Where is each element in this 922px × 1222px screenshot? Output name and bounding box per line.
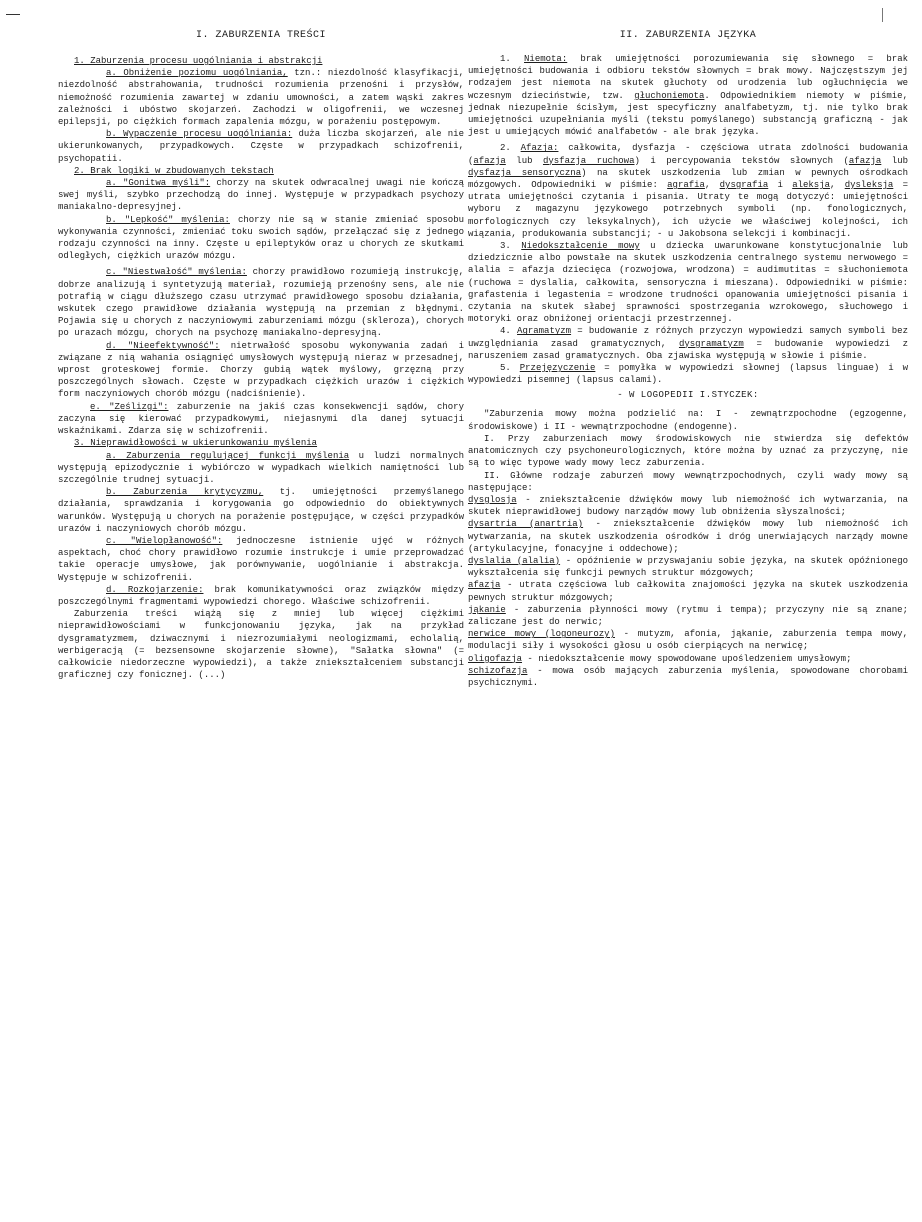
section-2d-text: nietrwałość sposobu wykonywania zadań i związane z nią wahania osiągnięć umysłowych występują nieraz w przesadnej, wprost groteskowej formie. Chorzy gubią wątek myślowy, grzęzną przy poszczególnych słowach. Częste w przypadkach ciężkich urazów i ciężkich form naczyniowych chorób mózgu (nadciśnienie). [58,340,464,400]
section-2e [58,401,464,438]
item-2: 2. Afazja: całkowita, dysfazja - częściowa utrata zdolności budowania (afazja lub dysfazja ruchowa) i percypowania tekstów słownych (afazja lub dysfazja sensoryczna) na skutek uszkodzenia lub zmian w pewnych ośrodkach mózgowych. Odpowiedniki w piśmie: agrafia, dysgrafia i aleksja, dysleksja = utrata umiejętności czytania i pisania. Utraty te mogą dotyczyć: umiejętności wyboru z magazynu językowego potrzebnych symboli (np. fonologicznych, morfologicznych czy leksykalnych), ich użycie we właściwej kolejności, ich wiązania, produkowania substancji; - u Jakobsona selekcji i kombinacji. [468,143,909,239]
left-column [58,30,464,681]
closing-paragraph: Zaburzenia treści wiążą się z mniej lub więcej ciężkimi nieprawidłowościami w funkcjonowaniu języka, jak na przykład dysgramatyzmem, dziwacznymi i niezrozumiałymi neologizmami, echolalią, werbigeracją (= bezsensowne skojarzenie słowne), "Sałatka słowna" (= całkowicie niedorzeczne wypowiedzi), a także zniekształceniem substancji graficznej czy fonicznej. (...) [58,609,464,681]
right-heading: II. ZABURZENIA JĘZYKA [619,30,757,41]
item-4-label: Agramatyzm [517,326,572,337]
section-3c-text: jednoczesne istnienie ujęć w różnych aspektach, choć chory prawidłowo rozumie instrukcje i umie przeprowadzać takie operacje umysłowe, jak porównywanie, uogólnianie i abstrakcja. Występuje w schizofrenii. [58,535,464,583]
term-item: jąkanie - zaburzenia płynności mowy (rytmu i tempa); przyczyny nie są znane; zaliczane jest do nerwic; [468,604,908,627]
section-2b-label: b. "Lepkość" myślenia: [106,214,230,225]
section-2-title: 2. Brak logiki w zbudowanych tekstach [74,165,274,176]
right-column [468,30,908,689]
item-4: 4. Agramatyzm = budowanie z różnych przyczyn wypowiedzi samych symboli bez uwzględniania zasad gramatycznych, dysgramatyzm = budowanie wypowiedzi z naruszeniem zasad gramatycznych. Oba zjawiska występują w słowie i piśmie. [468,326,909,361]
section-3a-text: u ludzi normalnych występują epizodycznie i wybiórczo w wypadkach wielkich namiętności lub szczególnie trudnej sytuacji. [58,450,464,485]
item-1: 1. Niemota: brak umiejętności porozumiewania się słownego = brak umiejętności budowania i odbioru tekstów słownych = brak mowy. Najczęstszym jej rodzajem jest niemota na skutek głuchoty od urodzenia lub ogłuchnięcia we wczesnym dzieciństwie, tzw. głuchoniemota. Odpowiednikiem niemoty w piśmie, jednak niezupełnie ścisłym, jest specyficzny analfabetyzm, tj. nie tylko brak umiejętności uzupełniania myśli (tekstu pomyślanego) substancją graficzną - jak jest u umiejących mówić analfabetów - ale brak języka. [468,54,909,138]
section-3-title: 3. Nieprawidłowości w ukierunkowaniu myślenia [74,438,318,449]
item-3-label: Niedokształcenie mowy [521,241,640,252]
section-3b [58,486,464,535]
section-1a-text: tzn.: niezdolność klasyfikacji, niezdolność abstrahowania, trudności rozumienia przenośni i przysłów, niemożność rozumienia zawartej w zdaniu umowności, a zatem wąski zakres zależności i ubóstwo skojarzeń. Zachodzi w oligofrenii, we wczesnej epilepsji, po ciężkich formach zapalenia mózgu, w porażeniu postępowym. [58,68,464,128]
item-2-label: Afazja: [520,143,559,154]
section-1b-label: b. Wypaczenie procesu uogólniania: [106,129,293,140]
terms-list [468,494,908,689]
section-3a [58,450,464,487]
section-2a [58,177,464,214]
section-3c [58,535,464,584]
item-1-label: Niemota: [524,54,568,64]
section-2a-label: a. "Gonitwa myśli": [106,178,211,189]
left-heading: I. ZABURZENIA TREŚCI [195,30,327,41]
section-3a-label: a. Zaburzenia regulującej funkcji myślenia [106,450,350,461]
item-5: 5. Przejęzyczenie = pomyłka w wypowiedzi słownej (lapsus linguae) i w wypowiedzi pisemnej (lapsus calami). [468,363,908,386]
quote-point-2: II. Główne rodzaje zaburzeń mowy wewnątrzpochodnych, czyli wady mowy są następujące: [468,470,908,493]
section-2e-label: e. "Ześlizgi": [90,401,169,412]
item-1-term: głuchoniemota [634,90,705,101]
section-3d-text: brak komunikatywności oraz związków między poszczególnymi fragmentami wypowiedzi chorego. Właściwe schizofrenii. [58,584,464,607]
section-1b [58,128,464,165]
section-2d [58,340,464,401]
section-1-title: 1. Zaburzenia procesu uogólniania i abstrakcji [74,56,323,66]
section-2b [58,214,464,263]
section-1a [58,67,464,128]
section-1a-label: a. Obniżenie poziomu uogólniania, [106,68,288,79]
margin-line-mark [882,8,883,22]
logopedia-subheading: - W LOGOPEDII I.STYCZEK: [617,390,759,401]
section-3b-text: tj. umiejętności przemyślanego działania, sprawdzania i korygowania go odpowiednio do obiektywnych warunków. Występują u chorych na porażenie postępujące, w części przypadków urazów i naczyniowych chorób mózgu. [58,487,464,534]
term-item: dysartria (anartria) - zniekształcenie dźwięków mowy lub niemożność ich wytwarzania, na skutek uszkodzenia ośrodków i dróg unerwiających narządy mowne (artykulacyjne, fonacyjne i oddechowe); [468,519,908,554]
section-2c-label: c. "Niestwałość" myślenia: [106,267,247,278]
section-3b-label: b. Zaburzenia krytycyzmu, [106,487,264,498]
item-3: 3. Niedokształcenie mowy u dziecka uwarunkowane konstytucjonalnie lub dziedzicznie albo powstałe na skutek uszkodzenia centralnego systemu nerwowego = alalia = afazja dziecięca (rozwojowa, wrodzona) = audimutitas = słuchoniemota (ruchowa = dyslalia, całkowita, sensoryczna i mieszana). Odpowiedniki w piśmie: grafastenia i legastenia = wrodzone trudności opanowania umiejętności pisania i czytania na skutek słabej sprawności spostrzegania wzrokowego, słuchowego i motoryki oraz obniżonej orientacji przestrzennej. [468,241,908,325]
section-2c [58,266,464,339]
section-1b-text: duża liczba skojarzeń, ale nie ukierunkowanych, przypadkowych. Częste w przypadkach schizofrenii, psychopatii. [58,129,464,164]
corner-dash-mark [6,14,20,15]
quote-intro: "Zaburzenia mowy można podzielić na: I - zewnątrzpochodne (egzogenne, środowiskowe) i II - wewnątrzpochodne (endogenne). [468,409,908,432]
term-item: afazja - utrata częściowa lub całkowita znajomości języka na skutek uszkodzenia pewnych struktur mózgowych; [468,580,908,603]
section-2c-text: chorzy prawidłowo rozumieją instrukcję, dobrze analizują i syntetyzują materiał, rozumieją przenośny sens, ale nie potrafią w ciągu dłuższego czasu utrzymać prawidłowego sposobu działania, wskutek czego prawidłowe działania występują na przemian z błędnymi. Pojawia się u chorych z naczyniowymi zaburzeniami mózgu (skleroza), chorych po urazach mózgu, chorych na psychozę maniakalno-depresyjną. [58,267,464,339]
section-2e-text: zaburzenie na jakiś czas konsekwencji sądów, chory zaczyna się kierować przypadkowymi, niejasnymi dla danej sytuacji wskaźnikami. Zdarza się w schizofrenii. [58,401,464,437]
section-3d [58,584,464,608]
section-2d-label: d. "Nieefektywność": [106,340,220,351]
term-item: oligofazja - niedokształcenie mowy spowodowane upośledzeniem umysłowym; [468,653,852,664]
term-item: nerwice mowy (logoneurozy) - mutyzm, afonia, jąkanie, zaburzenia tempa mowy, modulacji siły i wysokości głosu u osób cierpiących na nerwicę; [468,629,908,652]
section-3d-label: d. Rozkojarzenie: [106,584,204,595]
term-item: dysglosja - zniekształcenie dźwięków mowy lub niemożność ich wytwarzania, na skutek nieprawidłowej budowy narządów mowy lub obniżenia słyszalności; [468,494,908,518]
section-2a-text: chorzy na skutek odwracalnej uwagi nie kończą swej myśli, szybko przechodzą do innej. Występuje w przypadkach psychozy maniakalno-depresyjnej. [58,178,464,213]
section-3c-label: c. "Wielopłanowość": [106,535,223,546]
term-item: schizofazja - mowa osób mających zaburzenia myślenia, spowodowane chorobami psychicznymi. [468,665,908,688]
term-item: dyslalia (alalia) - opóźnienie w przyswajaniu sobie języka, na skutek opóźnionego wykształcenia się funkcji pewnych struktur mózgowych; [468,555,908,579]
item-5-label: Przejęzyczenie [519,363,596,374]
section-2b-text: chorzy nie są w stanie zmieniać sposobu wykonywania czynności, zmieniać toku swoich sądów, przełączać się z jednego rodzaju czynności na inny. Częste u epileptyków oraz u chorych ze skutkami odległych, ciężkich urazów mózgu. [58,214,464,262]
quote-point-1: I. Przy zaburzeniach mowy środowiskowych nie stwierdza się defektów anatomicznych czy psychoneurologicznych, które można by uznać za przyczynę, nie są to więc typowe wady mowy lecz zaburzenia. [468,433,908,469]
item-4-label-2: dysgramatyzm [678,338,744,349]
